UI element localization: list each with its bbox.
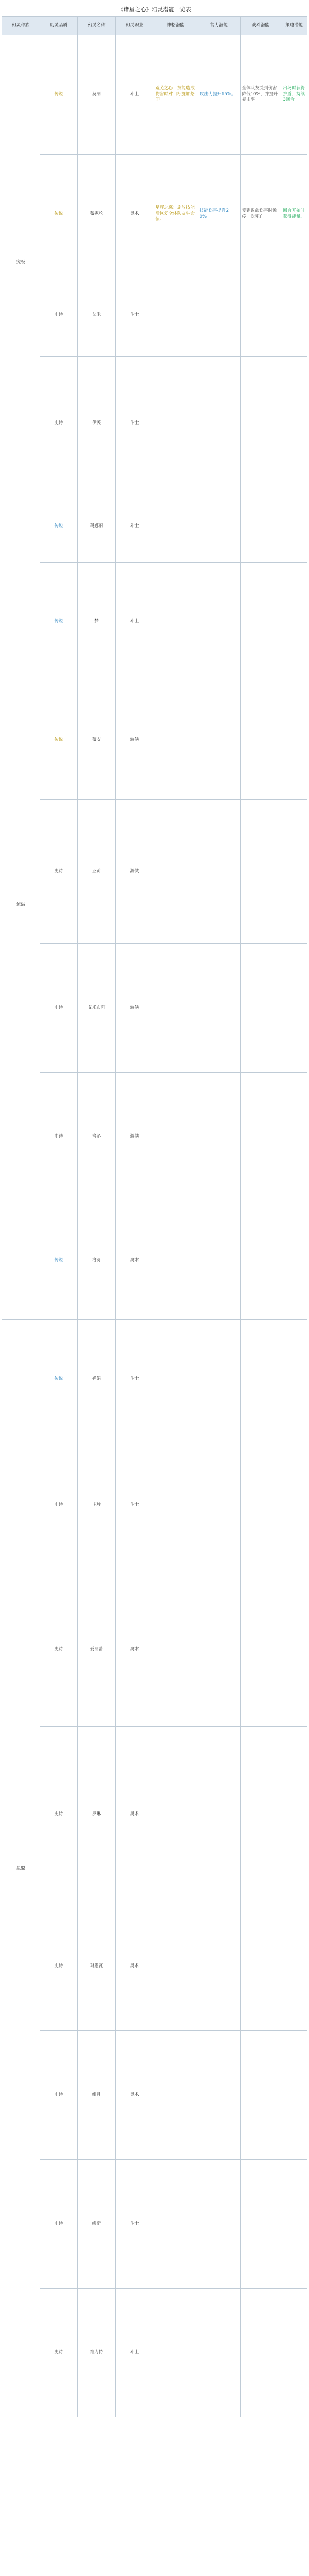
job-cell: 斗士 xyxy=(115,1438,153,1572)
grade-cell: 史诗 xyxy=(40,2031,78,2160)
job-cell: 游侠 xyxy=(115,800,153,944)
table-row xyxy=(2,2031,307,2160)
battle-potential-cell xyxy=(240,944,281,1073)
strategy-potential-cell xyxy=(281,1572,307,1727)
table-row xyxy=(2,1572,307,1727)
name-cell: 莫丽 xyxy=(78,35,116,155)
job-cell: 游侠 xyxy=(115,681,153,800)
battle-potential-cell xyxy=(240,357,281,490)
race-cell: 流溢 xyxy=(2,490,40,1320)
strategy-potential-cell xyxy=(281,944,307,1073)
ability-potential-cell xyxy=(198,944,240,1073)
ability-potential-cell xyxy=(198,681,240,800)
job-cell: 斗士 xyxy=(115,563,153,681)
strategy-potential-cell xyxy=(281,2289,307,2417)
header-race: 幻灵种族 xyxy=(2,17,40,35)
ability-potential-cell xyxy=(198,490,240,563)
battle-potential-cell xyxy=(240,2160,281,2289)
table-row xyxy=(2,944,307,1073)
name-cell: 洛沁 xyxy=(78,1073,116,1201)
battle-potential-cell xyxy=(240,2289,281,2417)
divine-potential-cell xyxy=(153,1438,198,1572)
battle-potential-cell xyxy=(240,274,281,357)
ability-potential-cell xyxy=(198,2031,240,2160)
divine-potential-cell xyxy=(153,2031,198,2160)
strategy-potential-cell xyxy=(281,1902,307,2031)
header-strategy-potential: 策略潜能 xyxy=(281,17,307,35)
divine-potential-cell xyxy=(153,2160,198,2289)
divine-potential-cell xyxy=(153,1201,198,1320)
divine-potential-cell: 星辉之愿：施放技能后恢复全体队友生命值。 xyxy=(153,155,198,274)
grade-cell: 传说 xyxy=(40,155,78,274)
name-cell: 亚莉 xyxy=(78,800,116,944)
header-divine-potential: 神格潜能 xyxy=(153,17,198,35)
divine-potential-cell xyxy=(153,1727,198,1902)
table-row xyxy=(2,1727,307,1902)
page-title: 《诸星之心》幻灵潜能一览表 xyxy=(117,6,192,13)
battle-potential-cell xyxy=(240,681,281,800)
job-cell: 斗士 xyxy=(115,35,153,155)
header-job: 幻灵职业 xyxy=(115,17,153,35)
ability-potential-cell xyxy=(198,1727,240,1902)
name-cell: 玛娜丽 xyxy=(78,490,116,563)
divine-potential-cell xyxy=(153,1073,198,1201)
ability-potential-cell: 攻击力提升15%。 xyxy=(198,35,240,155)
name-cell: 洛浔 xyxy=(78,1201,116,1320)
job-cell: 斗士 xyxy=(115,2160,153,2289)
job-cell: 游侠 xyxy=(115,1073,153,1201)
battle-potential-cell xyxy=(240,2031,281,2160)
ability-potential-cell: 技能伤害提升20%。 xyxy=(198,155,240,274)
name-cell: 琳恩瓦 xyxy=(78,1902,116,2031)
divine-potential-cell xyxy=(153,490,198,563)
job-cell: 奥术 xyxy=(115,1201,153,1320)
name-cell: 伊芙 xyxy=(78,357,116,490)
table-body xyxy=(2,35,307,2417)
grade-cell: 史诗 xyxy=(40,2289,78,2417)
job-cell: 斗士 xyxy=(115,490,153,563)
name-cell: 爱丽蕾 xyxy=(78,1572,116,1727)
strategy-potential-cell xyxy=(281,681,307,800)
table-row xyxy=(2,800,307,944)
battle-potential-cell xyxy=(240,1201,281,1320)
ability-potential-cell xyxy=(198,1320,240,1438)
strategy-potential-cell xyxy=(281,2031,307,2160)
battle-potential-cell xyxy=(240,1902,281,2031)
grade-cell: 传说 xyxy=(40,1320,78,1438)
job-cell: 奥术 xyxy=(115,155,153,274)
header-name: 幻灵名称 xyxy=(78,17,116,35)
job-cell: 奥术 xyxy=(115,1902,153,2031)
ability-potential-cell xyxy=(198,274,240,357)
header-battle-potential: 战斗潜能 xyxy=(240,17,281,35)
job-cell: 奥术 xyxy=(115,1572,153,1727)
table-row xyxy=(2,1902,307,2031)
divine-potential-cell xyxy=(153,357,198,490)
ability-potential-cell xyxy=(198,1073,240,1201)
grade-cell: 传说 xyxy=(40,681,78,800)
divine-potential-cell xyxy=(153,563,198,681)
strategy-potential-cell xyxy=(281,1320,307,1438)
grade-cell: 史诗 xyxy=(40,2160,78,2289)
ability-potential-cell xyxy=(198,1201,240,1320)
name-cell: 薇安 xyxy=(78,681,116,800)
divine-potential-cell xyxy=(153,1572,198,1727)
name-cell: 艾米布莉 xyxy=(78,944,116,1073)
battle-potential-cell xyxy=(240,490,281,563)
job-cell: 斗士 xyxy=(115,357,153,490)
table-row xyxy=(2,1201,307,1320)
ability-potential-cell xyxy=(198,1902,240,2031)
divine-potential-cell xyxy=(153,2289,198,2417)
table-row xyxy=(2,490,307,563)
strategy-potential-cell xyxy=(281,274,307,357)
strategy-potential-cell: 出场时获得护盾，持续3回合。 xyxy=(281,35,307,155)
ability-potential-cell xyxy=(198,563,240,681)
ability-potential-cell xyxy=(198,2289,240,2417)
table-row xyxy=(2,2160,307,2289)
job-cell: 奥术 xyxy=(115,1727,153,1902)
battle-potential-cell xyxy=(240,800,281,944)
grade-cell: 史诗 xyxy=(40,800,78,944)
strategy-potential-cell xyxy=(281,1201,307,1320)
strategy-potential-cell xyxy=(281,2160,307,2289)
grade-cell: 史诗 xyxy=(40,1073,78,1201)
grade-cell: 史诗 xyxy=(40,1727,78,1902)
table-row xyxy=(2,155,307,274)
grade-cell: 史诗 xyxy=(40,357,78,490)
strategy-potential-cell xyxy=(281,1438,307,1572)
grade-cell: 史诗 xyxy=(40,1572,78,1727)
strategy-potential-cell xyxy=(281,357,307,490)
table-row xyxy=(2,35,307,155)
potential-table xyxy=(2,16,307,2417)
strategy-potential-cell: 回合开始时获得能量。 xyxy=(281,155,307,274)
strategy-potential-cell xyxy=(281,490,307,563)
grade-cell: 传说 xyxy=(40,1201,78,1320)
divine-potential-cell: 荒芜之心：技能造成伤害时对目标施加烙印。 xyxy=(153,35,198,155)
table-row xyxy=(2,357,307,490)
grade-cell: 史诗 xyxy=(40,944,78,1073)
job-cell: 游侠 xyxy=(115,944,153,1073)
divine-potential-cell xyxy=(153,944,198,1073)
job-cell: 奥术 xyxy=(115,2031,153,2160)
grade-cell: 史诗 xyxy=(40,1902,78,2031)
race-cell: 星盟 xyxy=(2,1320,40,2417)
battle-potential-cell xyxy=(240,1320,281,1438)
grade-cell: 史诗 xyxy=(40,274,78,357)
table-row xyxy=(2,1073,307,1201)
job-cell: 斗士 xyxy=(115,2289,153,2417)
name-cell: 薇妮丝 xyxy=(78,155,116,274)
header-ability-potential: 能力潜能 xyxy=(198,17,240,35)
battle-potential-cell: 受到致命伤害时免疫一次死亡。 xyxy=(240,155,281,274)
battle-potential-cell xyxy=(240,1727,281,1902)
table-row xyxy=(2,1320,307,1438)
table-row xyxy=(2,274,307,357)
divine-potential-cell xyxy=(153,800,198,944)
table-header-row xyxy=(2,17,307,35)
name-cell: 梦 xyxy=(78,563,116,681)
divine-potential-cell xyxy=(153,1320,198,1438)
battle-potential-cell xyxy=(240,1572,281,1727)
grade-cell: 传说 xyxy=(40,490,78,563)
ability-potential-cell xyxy=(198,1438,240,1572)
name-cell: 绯月 xyxy=(78,2031,116,2160)
divine-potential-cell xyxy=(153,1902,198,2031)
grade-cell: 史诗 xyxy=(40,1438,78,1572)
table-row xyxy=(2,681,307,800)
name-cell: 艾米 xyxy=(78,274,116,357)
ability-potential-cell xyxy=(198,1572,240,1727)
divine-potential-cell xyxy=(153,681,198,800)
job-cell: 斗士 xyxy=(115,1320,153,1438)
name-cell: 罗琳 xyxy=(78,1727,116,1902)
name-cell: 缪斯 xyxy=(78,2160,116,2289)
name-cell: 婵娟 xyxy=(78,1320,116,1438)
battle-potential-cell xyxy=(240,563,281,681)
battle-potential-cell xyxy=(240,1438,281,1572)
name-cell: 维力特 xyxy=(78,2289,116,2417)
ability-potential-cell xyxy=(198,357,240,490)
table-row xyxy=(2,2289,307,2417)
battle-potential-cell: 全体队友受到伤害降低10%，并提升暴击率。 xyxy=(240,35,281,155)
table-row xyxy=(2,563,307,681)
divine-potential-cell xyxy=(153,274,198,357)
grade-cell: 传说 xyxy=(40,563,78,681)
job-cell: 斗士 xyxy=(115,274,153,357)
ability-potential-cell xyxy=(198,2160,240,2289)
name-cell: 卡珍 xyxy=(78,1438,116,1572)
grade-cell: 传说 xyxy=(40,35,78,155)
strategy-potential-cell xyxy=(281,800,307,944)
table-row xyxy=(2,1438,307,1572)
ability-potential-cell xyxy=(198,800,240,944)
strategy-potential-cell xyxy=(281,563,307,681)
strategy-potential-cell xyxy=(281,1727,307,1902)
strategy-potential-cell xyxy=(281,1073,307,1201)
race-cell: 究极 xyxy=(2,35,40,490)
battle-potential-cell xyxy=(240,1073,281,1201)
header-grade: 幻灵品质 xyxy=(40,17,78,35)
